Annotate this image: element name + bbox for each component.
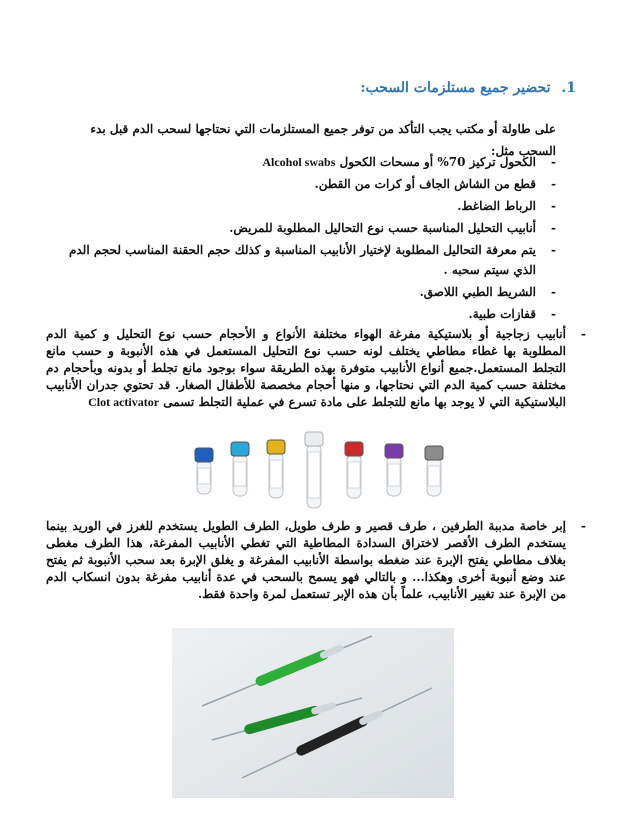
bullet-dash: - (581, 327, 586, 341)
bullet-dash: - (551, 177, 556, 191)
section-title: تحضير جميع مستلزمات السحب: (360, 80, 551, 96)
list-item-latin: Alcohol swabs (262, 155, 336, 169)
tubes-paragraph (46, 326, 586, 411)
list-item-text: الكحول تركيز 70% أو مسحات الكحول (339, 155, 536, 169)
section-heading (96, 80, 576, 96)
blood-tube (425, 446, 443, 496)
list-item-text: أنابيب التحليل المناسبة حسب نوع التحاليل المطلوبة للمريض. (229, 221, 536, 235)
blood-tubes-photo (185, 430, 475, 510)
vacutainer-needles-photo (172, 628, 454, 798)
bullet-dash: - (551, 221, 556, 235)
intro-line-1: على طاولة أو مكتب يجب التأكد من توفر جميع المستلزمات التي نحتاجها لسحب الدم قبل بدء (90, 122, 556, 136)
list-item-text: الرباط الضاغط. (457, 199, 536, 213)
bullet-dash: - (581, 519, 586, 533)
list-item (46, 240, 556, 280)
blood-tube (305, 432, 323, 508)
bullet-dash: - (551, 243, 556, 257)
intro-line-2: السحب مثل: (491, 144, 556, 158)
bullet-dash: - (551, 307, 556, 321)
list-item-text: الشريط الطبي اللاصق. (419, 285, 536, 299)
bullet-dash: - (551, 199, 556, 213)
list-item-text: قفازات طبية. (468, 307, 536, 321)
bullet-dash: - (551, 155, 556, 169)
tubes-paragraph-text: أنابيب زجاجية أو بلاستيكية مفرغة الهواء مختلفة الأنواع و الأحجام حسب نوع التحليل و كمية الدم المطلوبة بها غطاء مطاطي يختلف لونه حسب نوع التحليل المستعمل في هذه الأنبوبة و حسب مانع التجلط المستعمل.جميع أنواع الأنابيب متوفرة بهذه الطريقة سواء بوجود مانع تجلط أو بدونه وبأحجام دم مختلفة حسب كمية الدم التي نحتاجها، و منها أحجام مخصصة للأطفال الصغار. قد تحتوي جدران الأنابيب البلاستيكية التي لا يوجد بها مانع للتجلط على مادة تسرع في عملية التجلط تسمى (46, 327, 566, 409)
blood-tube (195, 448, 213, 494)
blood-tube (267, 440, 285, 498)
list-item (46, 218, 556, 238)
needle-paragraph-text: إبر خاصة مدببة الطرفين ، طرف قصير و طرف طويل، الطرف الطويل يستخدم للغرز في الوريد بينما يستخدم الطرف الأقصر لاختراق السدادة المطاطية التي تغطي الأنابيب المفرغة، هذا الطرف مغطى بغلاف مطاطي يفتح الإبرة عند ضغطه بواسطة الأنابيب المفرغة و يغلق الإبرة بعد سحب الأنبوبة ثم يفتح عند وضع أنبوبة أخرى وهكذا... و بالتالي فهو يسمح بالسحب في عدة أنابيب مفرغة بدون انسكاب الدم من الإبرة عند تغيير الأنابيب، علماً بأن هذه الإبر تستعمل لمرة واحدة فقط. (46, 519, 566, 601)
list-item-text: يتم معرفة التحاليل المطلوبة لإختيار الأنابيب المناسبة و كذلك حجم الحقنة المناسب لحجم الدم الذي سيتم سحبه . (68, 243, 536, 277)
supplies-list (46, 152, 556, 326)
list-item (46, 152, 556, 172)
bullet-dash: - (551, 285, 556, 299)
blood-tube (345, 442, 363, 498)
list-item (46, 196, 556, 216)
list-item (46, 304, 556, 324)
list-item (46, 174, 556, 194)
blood-tube (385, 444, 403, 496)
tubes-paragraph-latin: Clot activator (88, 395, 160, 409)
list-item (46, 282, 556, 302)
list-item-text: قطع من الشاش الجاف أو كرات من القطن. (314, 177, 536, 191)
needle-paragraph (46, 518, 586, 603)
section-number: 1. (561, 80, 576, 96)
blood-tube (231, 442, 249, 496)
